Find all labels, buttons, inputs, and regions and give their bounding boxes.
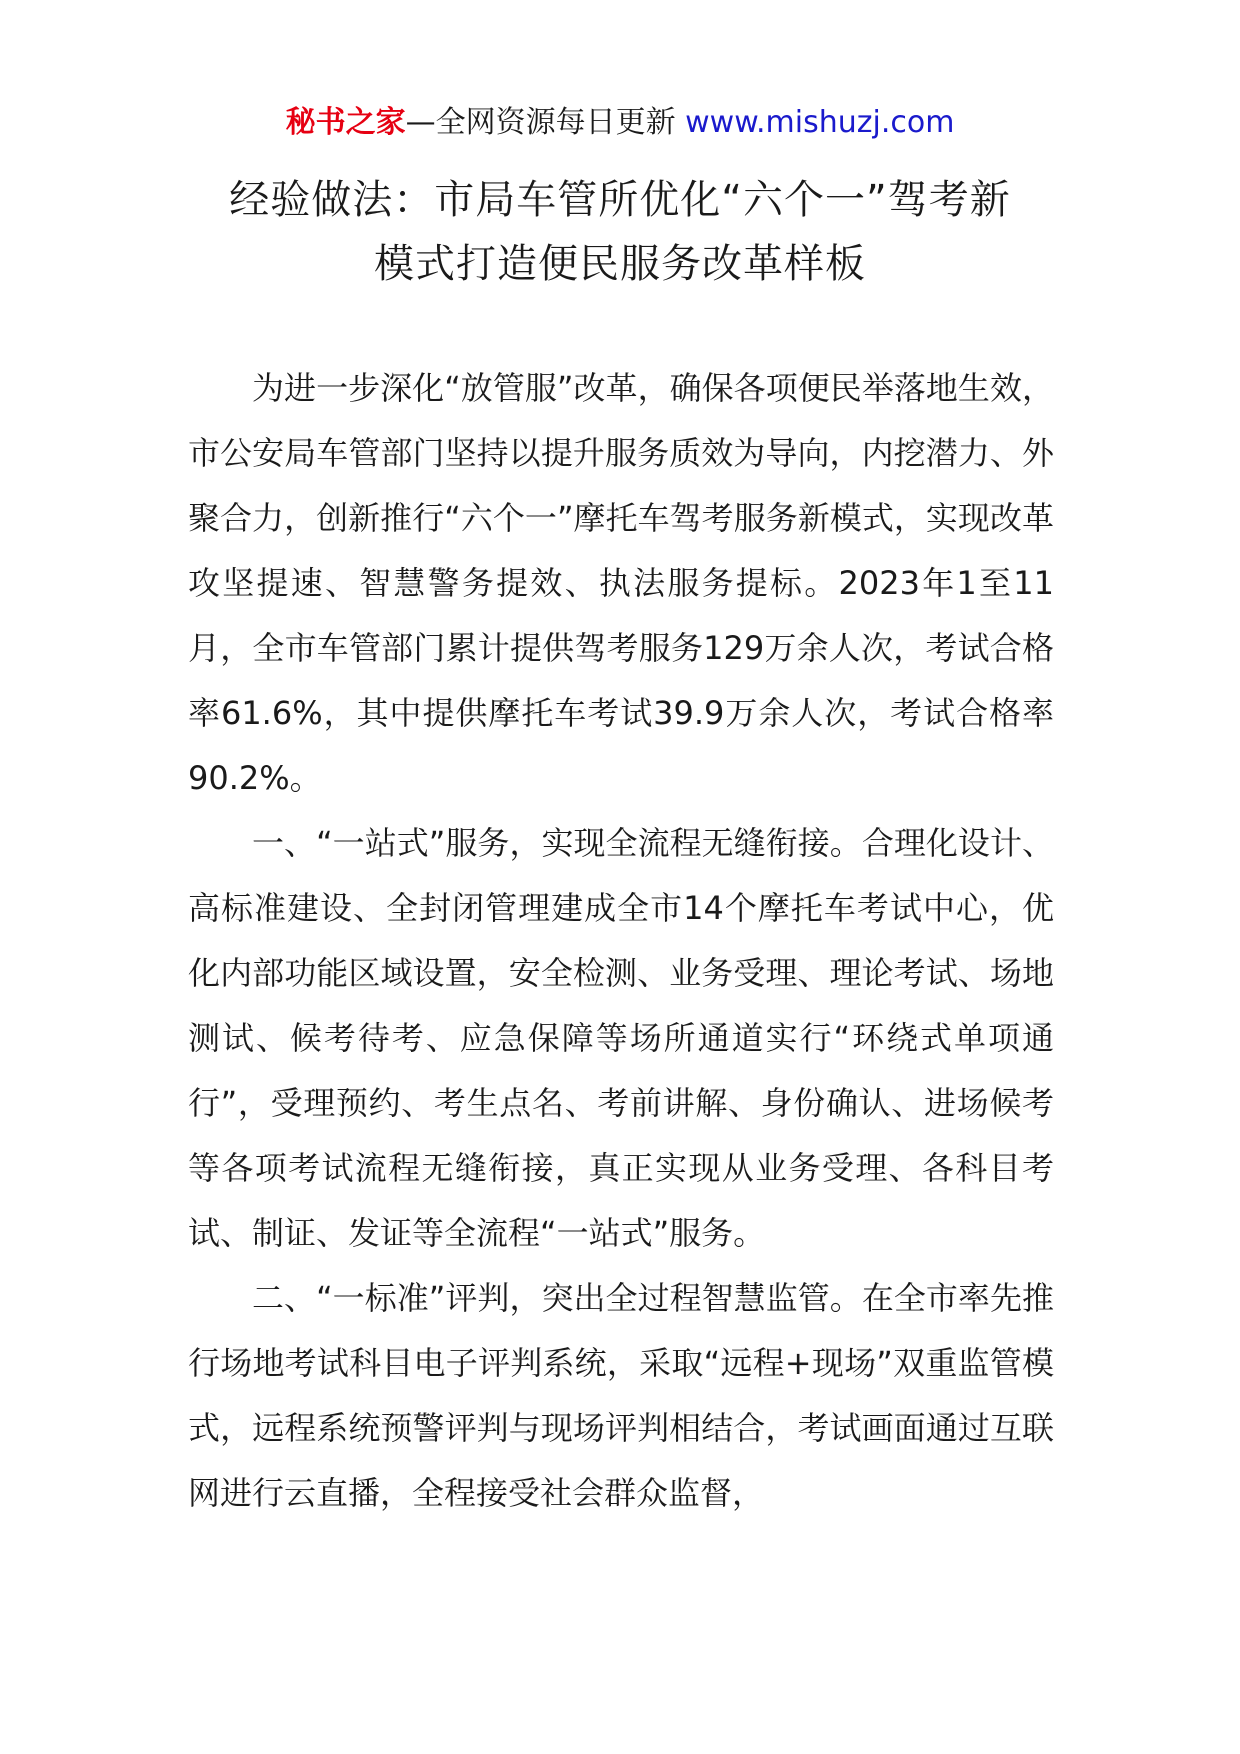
header-tagline: —全网资源每日更新 <box>405 105 676 140</box>
brand-name: 秘书之家 <box>285 105 406 140</box>
article-title-line-1: 经验做法：市局车管所优化“六个一”驾考新 <box>229 177 1011 223</box>
article-title <box>160 168 1080 296</box>
article-body <box>188 356 1054 1526</box>
paragraph-section-2: 二、“一标准”评判，突出全过程智慧监管。在全市率先推行场地考试科目电子评判系统，采取“远程+现场”双重监管模式，远程系统预警评判与现场评判相结合，考试画面通过互联网进行云直播，全程接受社会群众监督， <box>188 1279 1054 1512</box>
article-title-line-2: 模式打造便民服务改革样板 <box>374 241 866 287</box>
site-url-link[interactable]: www.mishuzj.com <box>685 105 955 140</box>
paragraph-section-1: 一、“一站式”服务，实现全流程无缝衔接。合理化设计、高标准建设、全封闭管理建成全市14个摩托车考试中心，优化内部功能区域设置，安全检测、业务受理、理论考试、场地测试、候考待考、应急保障等场所通道实行“环绕式单项通行”，受理预约、考生点名、考前讲解、身份确认、进场候考等各项考试流程无缝衔接，真正实现从业务受理、各科目考试、制证、发证等全流程“一站式”服务。 <box>188 824 1054 1252</box>
paragraph-intro: 为进一步深化“放管服”改革，确保各项便民举落地生效，市公安局车管部门坚持以提升服务质效为导向，内挖潜力、外聚合力，创新推行“六个一”摩托车驾考服务新模式，实现改革攻坚提速、智慧警务提效、执法服务提标。2023年1至11月，全市车管部门累计提供驾考服务129万余人次，考试合格率61.6%，其中提供摩托车考试39.9万余人次，考试合格率90.2%。 <box>188 369 1054 797</box>
site-header <box>0 100 1240 146</box>
